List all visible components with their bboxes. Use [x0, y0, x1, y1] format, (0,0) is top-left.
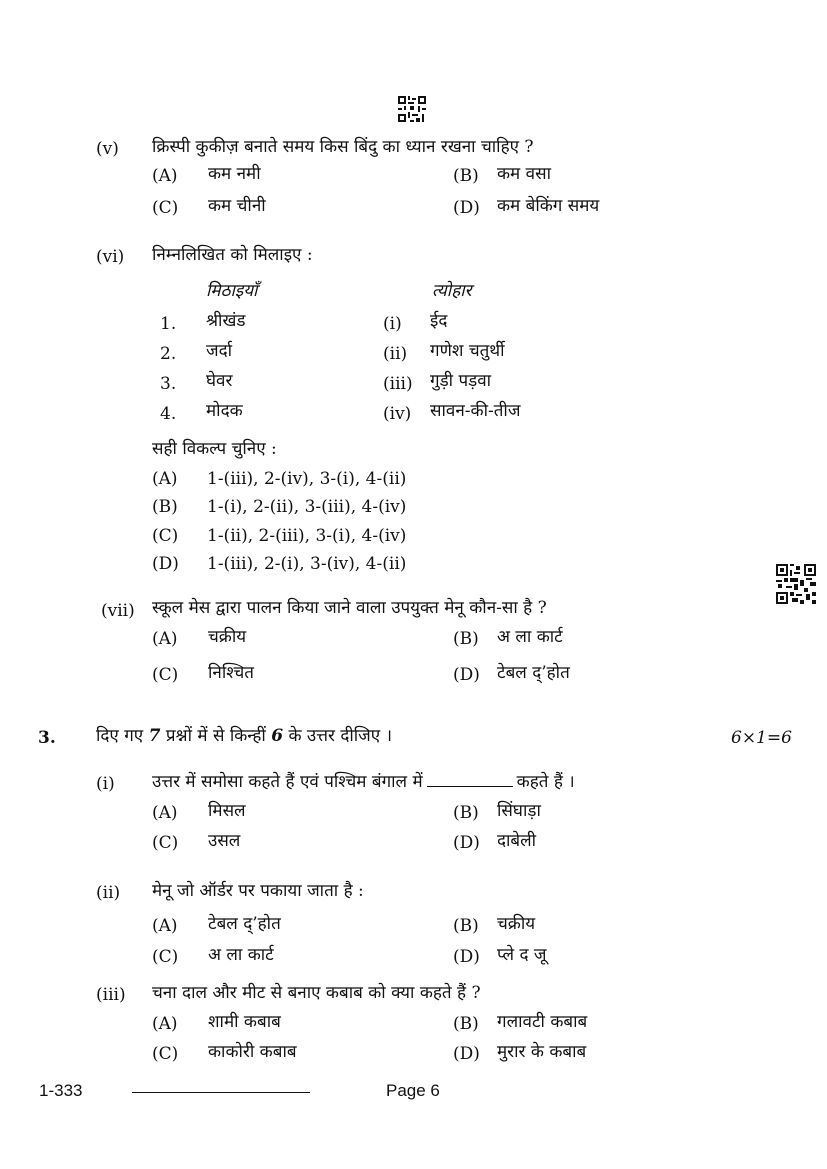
option-text: मुरार के कबाब	[497, 1042, 587, 1062]
match-text: गणेश चतुर्थी	[430, 341, 505, 361]
match-text: ईद	[430, 311, 448, 331]
answer-blank	[427, 772, 513, 787]
option-text: सिंघाड़ा	[497, 801, 541, 821]
option-text: कम बेकिंग समय	[497, 196, 600, 216]
option-text: चक्रीय	[497, 914, 536, 934]
option-text: उसल	[208, 831, 241, 851]
question-text: मेनू जो ऑर्डर पर पकाया जाता है :	[152, 881, 364, 901]
column-header: मिठाइयाँ	[206, 281, 258, 301]
option-text: अ ला कार्ट	[497, 627, 563, 647]
question-number: (vi)	[96, 247, 125, 267]
marks-label: 6×1=6	[731, 728, 792, 748]
option-label: (D)	[152, 554, 179, 574]
match-label: 4.	[160, 404, 177, 424]
match-label: (iii)	[383, 374, 413, 394]
question-text: निम्नलिखित को मिलाइए :	[152, 245, 313, 265]
option-text: शामी कबाब	[208, 1012, 281, 1032]
option-label: (A)	[152, 629, 178, 649]
match-text: घेवर	[206, 371, 233, 391]
question-text: स्कूल मेस द्वारा पालन किया जाने वाला उपयुक्त मेनू कौन-सा है ?	[152, 598, 547, 618]
question-number: (i)	[96, 774, 115, 794]
match-text: मोदक	[206, 401, 243, 421]
match-label: (ii)	[383, 344, 408, 364]
question-text: चना दाल और मीट से बनाए कबाब को क्या कहते हैं ?	[152, 983, 481, 1003]
question-number: (vii)	[101, 601, 135, 621]
option-text: निश्चित	[208, 663, 254, 683]
option-label: (C)	[152, 665, 179, 685]
option-text: दाबेली	[497, 831, 537, 851]
option-label: (B)	[453, 1014, 479, 1034]
option-text: कम नमी	[208, 164, 261, 184]
option-text: 1-(iii), 2-(i), 3-(iv), 4-(ii)	[207, 554, 407, 574]
option-label: (C)	[152, 198, 179, 218]
question-number: (v)	[96, 139, 119, 159]
question-text: क्रिस्पी कुकीज़ बनाते समय किस बिंदु का ध्यान रखना चाहिए ?	[152, 137, 534, 157]
question-instruction: दिए गए 7 प्रश्नों में से किन्हीं 6 के उत्तर दीजिए ।	[96, 726, 393, 746]
match-label: 2.	[160, 344, 177, 364]
option-label: (A)	[152, 916, 178, 936]
column-header: त्योहार	[432, 281, 472, 301]
option-text: 1-(i), 2-(ii), 3-(iii), 4-(iv)	[207, 497, 407, 517]
match-label: (iv)	[383, 404, 412, 424]
option-label: (A)	[152, 803, 178, 823]
option-label: (A)	[152, 1014, 178, 1034]
match-label: 3.	[160, 374, 177, 394]
option-text: कम वसा	[497, 164, 551, 184]
question-text: उत्तर में समोसा कहते हैं एवं पश्चिम बंगाल में कहते हैं ।	[152, 772, 575, 792]
option-label: (B)	[453, 629, 479, 649]
option-label: (A)	[152, 469, 178, 489]
option-text: गलावटी कबाब	[497, 1012, 588, 1032]
option-label: (A)	[152, 166, 178, 186]
option-label: (B)	[453, 916, 479, 936]
match-text: जर्दा	[206, 341, 233, 361]
option-text: 1-(iii), 2-(iv), 3-(i), 4-(ii)	[207, 469, 407, 489]
option-label: (B)	[152, 497, 178, 517]
paper-code: 1-333	[39, 1081, 83, 1100]
option-text: टेबल द्’होत	[208, 914, 281, 934]
option-text: मिसल	[208, 801, 246, 821]
option-label: (B)	[453, 803, 479, 823]
option-label: (C)	[152, 526, 179, 546]
match-label: (i)	[383, 314, 402, 334]
footer-divider	[132, 1092, 310, 1093]
match-text: श्रीखंड	[206, 311, 246, 331]
option-text: टेबल द्’होत	[497, 663, 570, 683]
option-text: 1-(ii), 2-(iii), 3-(i), 4-(iv)	[207, 526, 407, 546]
option-label: (D)	[453, 833, 480, 853]
question-number: 3.	[38, 728, 56, 748]
option-label: (D)	[453, 198, 480, 218]
prompt-text: सही विकल्प चुनिए :	[152, 439, 277, 459]
option-label: (C)	[152, 1044, 179, 1064]
question-number: (iii)	[96, 985, 126, 1005]
option-text: अ ला कार्ट	[208, 945, 274, 965]
option-label: (D)	[453, 947, 480, 967]
option-label: (D)	[453, 1044, 480, 1064]
option-label: (C)	[152, 947, 179, 967]
match-text: सावन-की-तीज	[430, 401, 521, 421]
option-text: चक्रीय	[208, 627, 247, 647]
option-label: (B)	[453, 166, 479, 186]
page-number: Page 6	[386, 1081, 440, 1100]
qr-code-icon	[776, 564, 816, 604]
question-number: (ii)	[96, 883, 121, 903]
match-label: 1.	[160, 314, 177, 334]
option-text: प्ले द जू	[497, 945, 547, 965]
option-label: (D)	[453, 665, 480, 685]
option-text: काकोरी कबाब	[208, 1042, 297, 1062]
match-text: गुड़ी पड़वा	[430, 371, 492, 391]
option-label: (C)	[152, 833, 179, 853]
option-text: कम चीनी	[208, 196, 266, 216]
qr-code-icon	[398, 96, 426, 122]
